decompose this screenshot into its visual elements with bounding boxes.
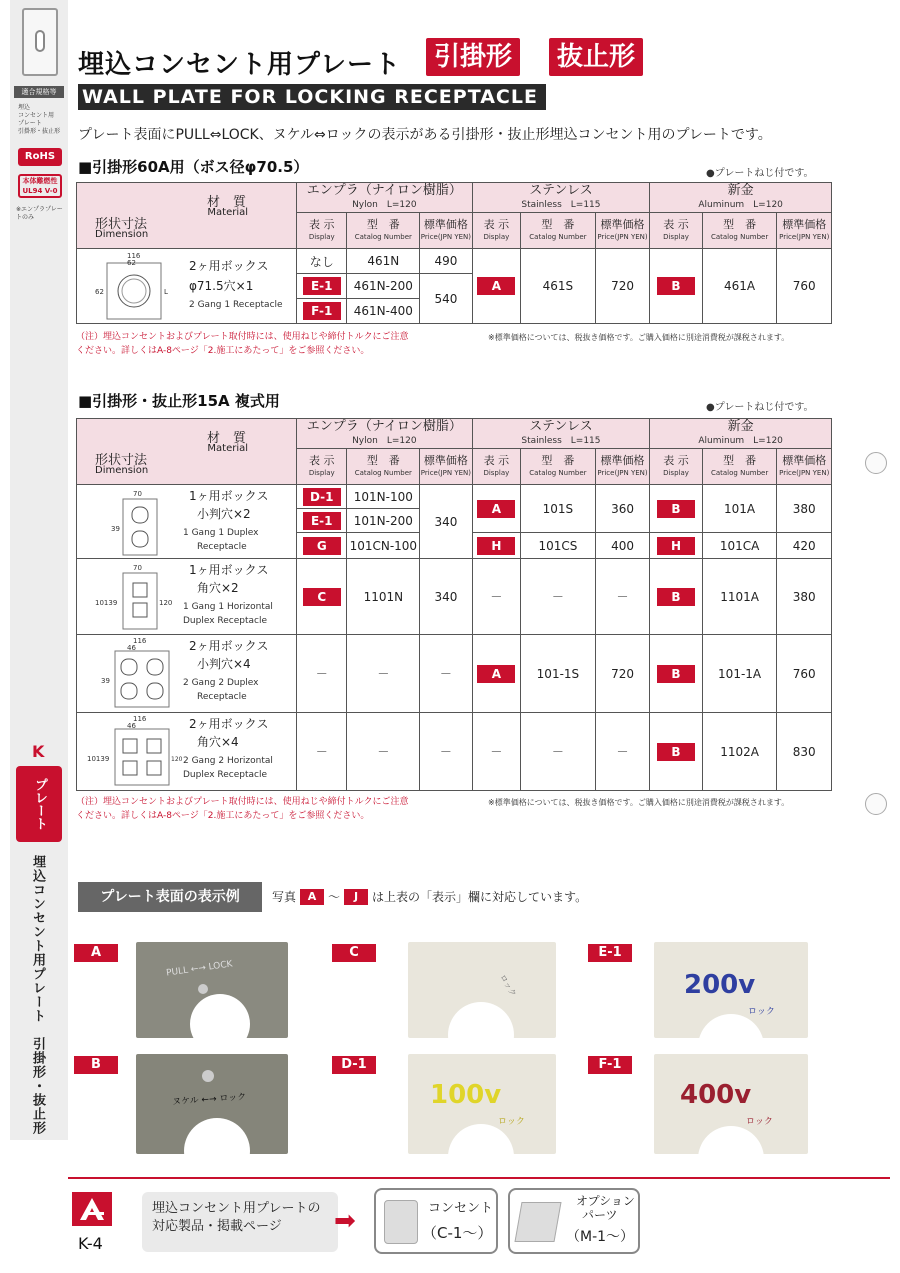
svg-text:120: 120 xyxy=(171,756,183,763)
screw-note: ●プレートねじ付です。 xyxy=(706,402,814,413)
plate-diagram xyxy=(91,637,177,709)
price-cell: 380 xyxy=(777,559,832,635)
display-badge: A xyxy=(477,665,515,683)
svg-text:70: 70 xyxy=(133,564,142,572)
type-tag: 抜止形 xyxy=(549,38,643,76)
material-label: 材 質 xyxy=(207,431,247,446)
svg-text:120: 120 xyxy=(159,599,173,607)
display-badge: D-1 xyxy=(303,488,341,506)
svg-text:10139: 10139 xyxy=(87,755,110,763)
empty-cell: － xyxy=(347,713,420,791)
svg-text:46: 46 xyxy=(127,644,136,652)
vertical-label: 埋込コンセント用プレート 引掛形・抜止形 xyxy=(30,855,45,1135)
display-badge: G xyxy=(303,537,341,555)
price-table-15a: 材 質 Material 形状寸法 Dimension エンプラ（ナイロン樹脂） Nylon L=120 ステンレス Stainless L=115 新金 Aluminum L=120 表 示 Display 型 番 Catalog Number 標準価格 Price(JPN YEN) 表 示 Display 型 番 Catalog Number 標準価格 Price(JPN YEN) 表 示 Display 型 番 Catalog Number 標準価格 Price(JPN YEN) 70 39 1ヶ用ボックス 小判穴×2 1 Gang 1 Duplex Receptacle D-1 101N-100 340 A 101S 360 B 101A 380 E-1 101N-200 G 101CN-100 H 101CS 400 H 101CA 420 70 10139 120 1ヶ用ボックス 角穴×2 1 Gang 1 Horizontal Duplex Receptacle C 1101N 340 － － － B 1101A 380 116 46 39 2ヶ用ボックス 小判穴×4 2 Gang 2 Duplex Receptacle － － － A 101-1S 720 B 101-1A 760 116 46 10139 120 2ヶ用ボックス 角穴×4 2 Gang 2 Horizontal Duplex Receptacle － － － － － － B 1102A 830 xyxy=(76,418,832,791)
nylon-header: エンプラ（ナイロン樹脂） Nylon L=120 xyxy=(297,419,473,449)
empty-cell: － xyxy=(595,559,650,635)
aluminum-header: 新金 Aluminum L=120 xyxy=(650,183,832,213)
sidebar-header: 適合規格等 xyxy=(14,86,64,98)
price-cell: 360 xyxy=(595,485,650,533)
photo-plate-e1: 200v ロック xyxy=(654,942,808,1038)
empty-cell: － xyxy=(595,713,650,791)
section-tab: プレート xyxy=(16,766,62,842)
display-badge: B xyxy=(657,588,695,606)
description: プレート表面にPULL⇔LOCK、ヌケル⇔ロックの表示がある引掛形・抜止形埋込コンセント用のプレートです。 xyxy=(78,127,772,143)
tax-note: ※標準価格については、税抜き価格です。ご購入価格に別途消費税が課税されます。 xyxy=(488,798,790,807)
display-badge: C xyxy=(303,588,341,606)
footer-line xyxy=(68,1177,890,1179)
price-cell: 400 xyxy=(595,533,650,559)
photo-label: B xyxy=(74,1056,118,1074)
catalog-cell: 461N-400 xyxy=(347,299,420,324)
nylon-header: エンプラ（ナイロン樹脂） Nylon L=120 xyxy=(297,183,473,213)
display-badge: B xyxy=(657,500,695,518)
dimension-label-en: Dimension xyxy=(95,229,149,240)
dimension-label: 形状寸法 xyxy=(95,217,148,232)
display-section-title: プレート表面の表示例 xyxy=(78,882,262,912)
price-cell: 760 xyxy=(777,249,832,324)
plate-diagram xyxy=(95,489,175,559)
catalog-cell: 461A xyxy=(702,249,777,324)
rohs-badge: RoHS xyxy=(18,148,62,166)
catalog-cell: 461N-200 xyxy=(347,274,420,299)
page-code: K-4 xyxy=(78,1234,103,1253)
empty-cell: － xyxy=(420,635,472,713)
price-cell: 760 xyxy=(777,635,832,713)
empty-cell: － xyxy=(347,635,420,713)
sidebar-text: 埋込 コンセント用 プレート 引掛形・抜止形 xyxy=(18,104,61,135)
empty-cell: － xyxy=(472,713,520,791)
empty-cell: － xyxy=(420,713,472,791)
svg-text:116: 116 xyxy=(133,715,147,723)
empty-cell: － xyxy=(472,559,520,635)
svg-text:70: 70 xyxy=(133,490,142,498)
binder-hole xyxy=(865,793,887,815)
material-label-en: Material xyxy=(207,443,249,454)
display-badge: H xyxy=(657,537,695,555)
catalog-cell: 101CN-100 xyxy=(347,533,420,559)
aluminum-header: 新金 Aluminum L=120 xyxy=(650,419,832,449)
screw-note: ●プレートねじ付です。 xyxy=(706,168,814,179)
display-badge: H xyxy=(477,537,515,555)
catalog-cell: 101N-100 xyxy=(347,485,420,509)
catalog-cell: 101CA xyxy=(702,533,777,559)
brand-logo xyxy=(72,1192,112,1226)
english-title: WALL PLATE FOR LOCKING RECEPTACLE xyxy=(78,84,546,110)
catalog-cell: 101-1S xyxy=(521,635,596,713)
price-table-60a: 材 質 Material 形状寸法 Dimension エンプラ（ナイロン樹脂） Nylon L=120 ステンレス Stainless L=115 新金 Aluminum L=120 表 示 Display 型 番 Catalog Number 標準価格 Price(JPN YEN) 表 示 Display 型 番 Catalog Number 標準価格 Price(JPN YEN) 表 示 Display 型 番 Catalog Number 標準価格 Price(JPN YEN) 116 62 62 L 2ヶ用ボックス φ71.5穴×1 2 Gang 1 Receptacle なし 461N 490 A 461S 720 B 461A 760 E-1 461N-200 540 F-1 461N-400 xyxy=(76,182,832,324)
page-title: 埋込コンセント用プレート xyxy=(78,50,401,80)
price-cell: 720 xyxy=(595,635,650,713)
svg-text:L: L xyxy=(164,288,168,296)
red-note: （注）埋込コンセントおよびプレート取付時には、使用ねじや締付トルクにご注意 ください。詳しくはA-8ページ「2.施工にあたって」をご参照ください。 xyxy=(76,797,409,821)
catalog-cell: 101S xyxy=(521,485,596,533)
display-badge: E-1 xyxy=(303,512,341,530)
price-cell: 830 xyxy=(777,713,832,791)
dimension-cell: 70 10139 120 1ヶ用ボックス 角穴×2 1 Gang 1 Horizontal Duplex Receptacle xyxy=(77,559,297,635)
plate-diagram xyxy=(93,251,173,325)
stainless-header: ステンレス Stainless L=115 xyxy=(472,183,650,213)
display-badge: E-1 xyxy=(303,277,341,295)
svg-text:46: 46 xyxy=(127,722,136,730)
catalog-cell: 101N-200 xyxy=(347,509,420,533)
svg-text:62: 62 xyxy=(95,288,104,296)
photo-plate-f1: 400v ロック xyxy=(654,1054,808,1154)
display-badge: B xyxy=(657,665,695,683)
ul-note: ※エンプラプレートのみ xyxy=(16,206,63,221)
price-cell: 540 xyxy=(420,274,472,324)
dimension-cell: 70 39 1ヶ用ボックス 小判穴×2 1 Gang 1 Duplex Receptacle xyxy=(77,485,297,559)
dimension-label-en: Dimension xyxy=(95,465,149,476)
catalog-cell: 1101A xyxy=(702,559,777,635)
svg-text:10139: 10139 xyxy=(95,599,118,607)
plate-diagram xyxy=(93,563,173,633)
catalog-cell: 101-1A xyxy=(702,635,777,713)
price-cell: 380 xyxy=(777,485,832,533)
material-label: 材 質 xyxy=(207,195,247,210)
display-badge: B xyxy=(657,743,695,761)
photo-plate-d1: 100v ロック xyxy=(408,1054,556,1154)
dimension-cell: 116 62 62 L 2ヶ用ボックス φ71.5穴×1 2 Gang 1 Receptacle xyxy=(77,249,297,324)
section-title: ■引掛形60A用（ボス径φ70.5） xyxy=(78,158,309,176)
photo-label: D-1 xyxy=(332,1056,376,1074)
price-cell: 340 xyxy=(420,559,472,635)
photo-label: E-1 xyxy=(588,944,632,962)
empty-cell: － xyxy=(521,713,596,791)
photo-label: F-1 xyxy=(588,1056,632,1074)
empty-cell: － xyxy=(297,635,347,713)
link-option-parts[interactable]: オプション パーツ （M-1～） xyxy=(508,1188,640,1254)
empty-cell: － xyxy=(297,713,347,791)
dimension-label: 形状寸法 xyxy=(95,453,148,468)
plate-thumbnail xyxy=(22,8,58,76)
svg-text:116: 116 xyxy=(127,252,141,260)
svg-text:116: 116 xyxy=(133,637,147,645)
section-letter: K xyxy=(32,742,45,761)
svg-text:39: 39 xyxy=(111,525,120,533)
type-tag: 引掛形 xyxy=(426,38,520,76)
section-title: ■引掛形・抜止形15A 複式用 xyxy=(78,392,280,410)
dimension-cell: 116 46 10139 120 2ヶ用ボックス 角穴×4 2 Gang 2 Horizontal Duplex Receptacle xyxy=(77,713,297,791)
tax-note: ※標準価格については、税抜き価格です。ご購入価格に別途消費税が課税されます。 xyxy=(488,333,790,342)
price-cell: 720 xyxy=(595,249,650,324)
screw-icon xyxy=(514,1202,561,1242)
catalog-cell: 1101N xyxy=(347,559,420,635)
empty-cell: － xyxy=(521,559,596,635)
photo-plate-c: ロック xyxy=(408,942,556,1038)
display-badge: B xyxy=(657,277,695,295)
display-cell: なし xyxy=(297,249,347,274)
catalog-cell: 461S xyxy=(521,249,596,324)
receptacle-icon xyxy=(384,1200,418,1244)
catalog-cell: 461N xyxy=(347,249,420,274)
svg-text:39: 39 xyxy=(101,677,110,685)
photo-label: C xyxy=(332,944,376,962)
display-badge: A xyxy=(477,500,515,518)
ul-badge: 本体難燃性 UL94 V-0 xyxy=(18,174,62,198)
catalog-cell: 1102A xyxy=(702,713,777,791)
catalog-cell: 101A xyxy=(702,485,777,533)
link-receptacle[interactable]: コンセント （C-1～） xyxy=(374,1188,498,1254)
catalog-cell: 101CS xyxy=(521,533,596,559)
photo-plate-a: PULL ←→ LOCK xyxy=(136,942,288,1038)
material-label-en: Material xyxy=(207,207,249,218)
red-note: （注）埋込コンセントおよびプレート取付時には、使用ねじや締付トルクにご注意 ください。詳しくはA-8ページ「2.施工にあたって」をご参照ください。 xyxy=(76,332,409,356)
binder-hole xyxy=(865,452,887,474)
dimension-cell: 116 46 39 2ヶ用ボックス 小判穴×4 2 Gang 2 Duplex Receptacle xyxy=(77,635,297,713)
photo-plate-b: ヌケル ←→ ロック xyxy=(136,1054,288,1154)
price-cell: 490 xyxy=(420,249,472,274)
photo-label: A xyxy=(74,944,118,962)
display-badge: A xyxy=(477,277,515,295)
price-cell: 420 xyxy=(777,533,832,559)
price-cell: 340 xyxy=(420,485,472,559)
display-badge: F-1 xyxy=(303,302,341,320)
stainless-header: ステンレス Stainless L=115 xyxy=(472,419,650,449)
arrow-right-icon: ➡ xyxy=(334,1206,356,1236)
svg-text:62: 62 xyxy=(127,259,136,267)
reference-box: 埋込コンセント用プレートの 対応製品・掲載ページ xyxy=(142,1192,338,1252)
display-caption: 写真 A ～ J は上表の「表示」欄に対応しています。 xyxy=(272,889,588,904)
